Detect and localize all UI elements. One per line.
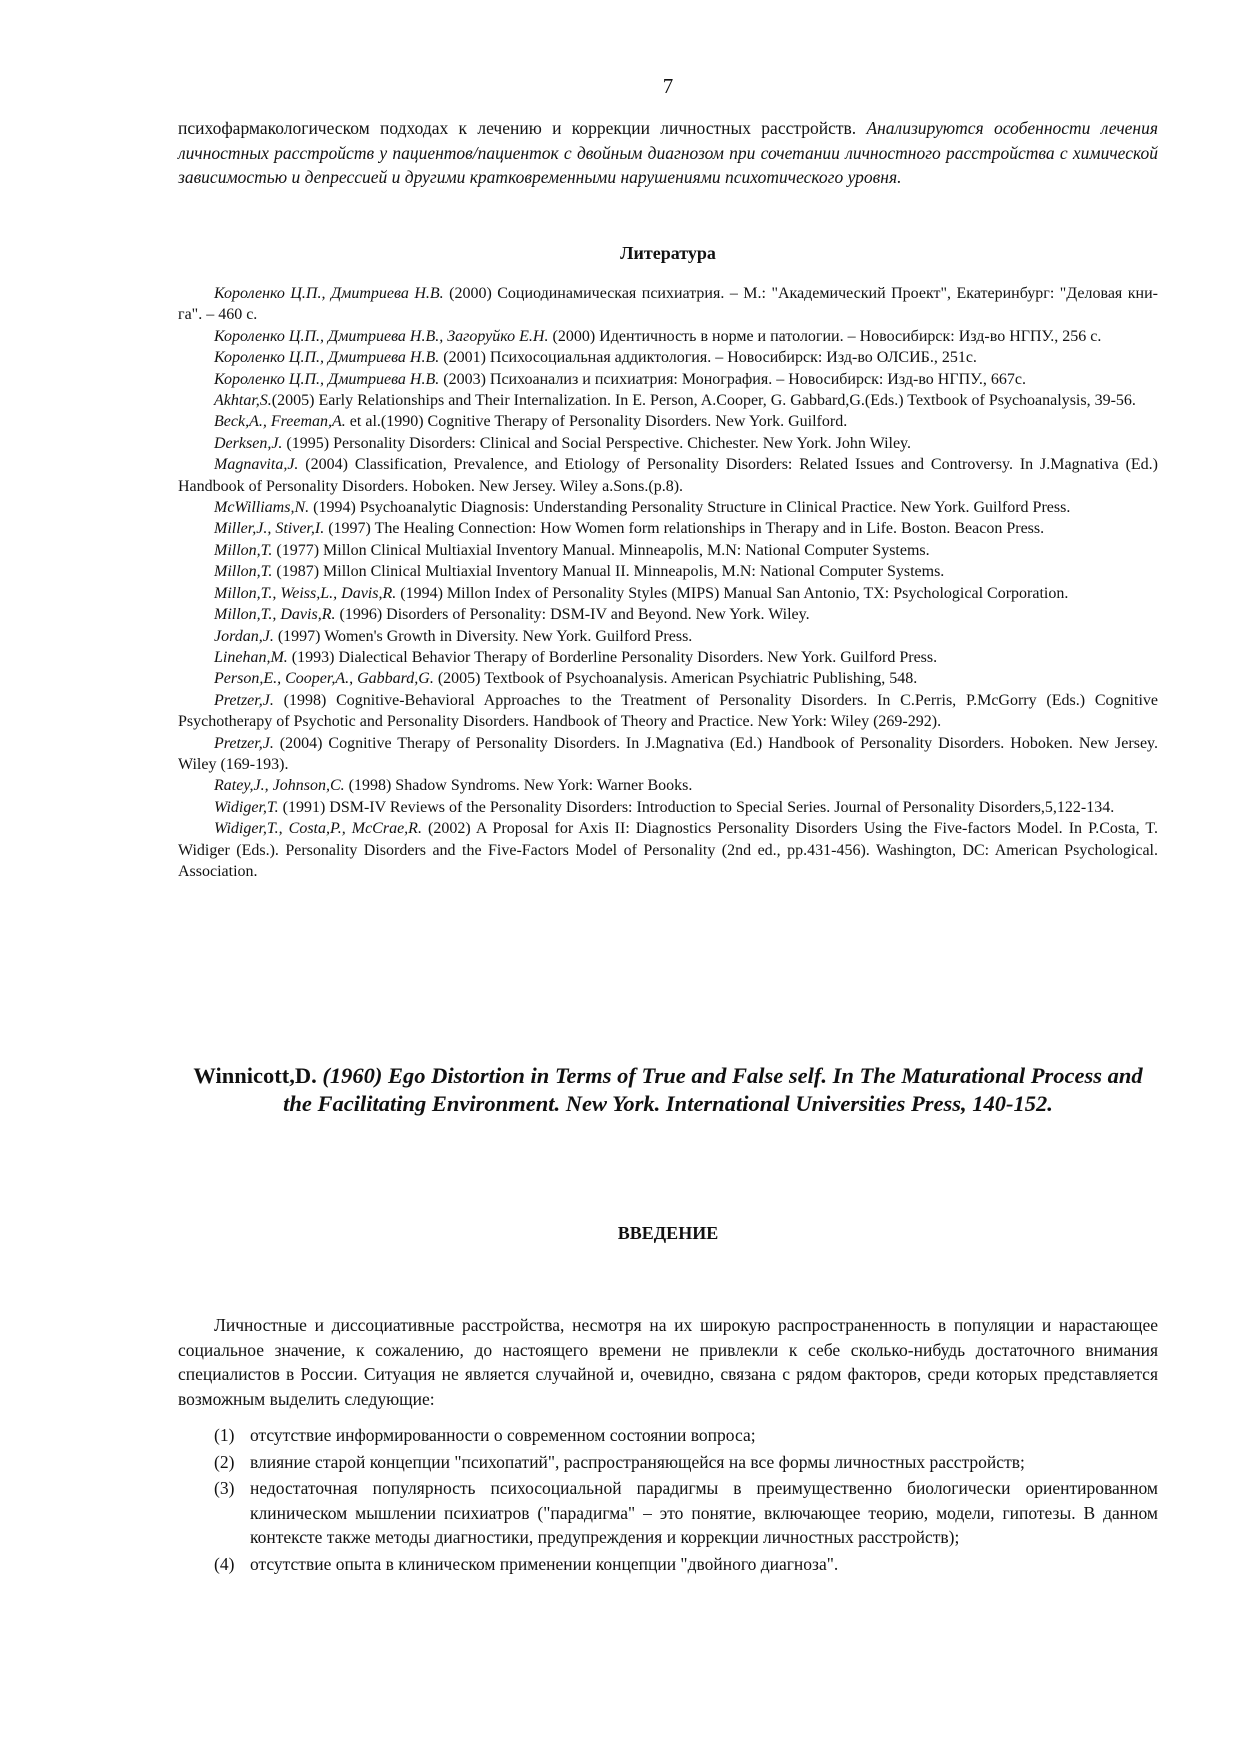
list-item — [214, 1423, 1158, 1448]
reference-text: (1996) Disorders of Personality: DSM-IV and Beyond. New York. Wiley. — [335, 606, 810, 624]
reference-authors: Magnavita,J. — [214, 456, 299, 474]
reference-text: (1997) Women's Growth in Diversity. New York. Guilford Press. — [273, 627, 693, 645]
list-text: недостаточная популярность психосоциальной парадигмы в преимущественно биологически ориентированном клиническом мышлении психиатров ("парадигма" – это понятие, включающее теорию, модели, гипотезы. В данном контексте также методы диагностики, предупреждения и коррекции личностных расстройств); — [250, 1478, 1158, 1547]
reference-authors: Akhtar,S. — [214, 392, 272, 410]
list-number: (4) — [214, 1553, 235, 1574]
reference-authors: Person,E., Cooper,A., Gabbard,G. — [214, 670, 434, 688]
reference-text: (2001) Психосоциальная аддиктология. – Новосибирск: Изд-во ОЛСИБ., 251с. — [439, 349, 977, 367]
reference-authors: Pretzer,J. — [214, 734, 274, 752]
list-text: отсутствие опыта в клиническом применении концепции "двойного диагноза". — [250, 1553, 839, 1574]
reference-text: (1998) Cognitive-Behavioral Approaches to the Treatment of Personality Disorders. In C.Perris, P.McGorry (Eds.) Cognitive Psychotherapy of Psychotic and Personality Disorders. Handbook of Theory and Practice. New York: Wiley (269-292). — [178, 691, 1158, 731]
reference-authors: Millon,T., Davis,R. — [214, 606, 336, 624]
reference-authors: Короленко Ц.П., Дмитриева Н.В., Загоруйко Е.Н. — [214, 327, 549, 345]
reference-item — [178, 411, 1158, 432]
reference-item — [178, 540, 1158, 561]
reference-item — [178, 518, 1158, 539]
winnicott-title: (1960) Ego Distortion in Terms of True and False self. In The Maturational Process and the Facilitating Environment. New York. International Universities Press, 140-152. — [283, 1063, 1143, 1116]
reference-item — [178, 626, 1158, 647]
reference-item — [178, 647, 1158, 668]
introduction-paragraph: Личностные и диссоциативные расстройства, несмотря на их широкую распространенность в популяции и нарастающее социальное значение, к сожалению, до настоящего времени не привлекли к себе сколько-нибудь достаточного внимания специалистов в России. Ситуация не является случайной и, очевидно, связана с рядом факторов, среди которых представляется возможным выделить следующие: — [178, 1315, 1158, 1409]
reference-text: (1994) Psychoanalytic Diagnosis: Understanding Personality Structure in Clinical Practice. New York. Guilford Press. — [309, 499, 1071, 517]
reference-item — [178, 497, 1158, 518]
reference-authors: Linehan,M. — [214, 648, 288, 666]
list-text: влияние старой концепции "психопатий", распространяющейся на все формы личностных расстройств; — [250, 1451, 1025, 1472]
reference-item — [178, 818, 1158, 882]
reference-authors: Pretzer,J. — [214, 691, 274, 709]
reference-text: (1977) Millon Clinical Multiaxial Inventory Manual. Minneapolis, M.N: National Computer Systems. — [272, 541, 930, 559]
reference-text: (1997) The Healing Connection: How Women form relationships in Therapy and in Life. Boston. Beacon Press. — [324, 520, 1045, 538]
reference-authors: Miller,J., Stiver,I. — [214, 520, 325, 538]
list-item — [214, 1450, 1158, 1475]
reference-text: (2004) Cognitive Therapy of Personality Disorders. In J.Magnativa (Ed.) Handbook of Personality Disorders. Hoboken. New Jersey. Wiley (169-193). — [178, 734, 1158, 773]
literature-heading: Литература — [620, 243, 716, 263]
reference-authors: Короленко Ц.П., Дмитриева Н.В. — [214, 349, 440, 367]
reference-item — [178, 283, 1158, 326]
reference-item — [178, 433, 1158, 454]
reference-text: (2002) A Proposal for Axis II: Diagnostics Personality Disorders Using the Five-factors Model. In P.Costa, T. Widiger (Eds.). Personality Disorders and the Five-Factors Model of Personality (2nd ed., pp.431-456). Washington, DC: American Psychological. Association. — [178, 820, 1159, 880]
reference-authors: Millon,T., Weiss,L., Davis,R. — [214, 584, 397, 602]
list-item — [214, 1552, 1158, 1577]
reference-item — [178, 347, 1158, 368]
reference-authors: Millon,T. — [214, 541, 273, 559]
list-item — [214, 1476, 1158, 1550]
reference-text: (1994) Millon Index of Personality Styles (MIPS) Manual San Antonio, TX: Psychological Corporation. — [396, 584, 1069, 602]
reference-text: (2004) Classification, Prevalence, and Etiology of Personality Disorders: Related Issues and Controversy. In J.Magnativa (Ed.) Handbook of Personality Disorders. Hoboken. New Jersey. Wiley a.Sons.(p.8). — [178, 456, 1158, 495]
intro-paragraph — [178, 116, 1158, 190]
reference-text: et al.(1990) Cognitive Therapy of Personality Disorders. New York. Guilford. — [345, 413, 848, 431]
reference-item — [178, 668, 1158, 689]
reference-authors: Короленко Ц.П., Дмитриева Н.В. — [214, 370, 440, 388]
reference-item — [178, 797, 1158, 818]
list-number: (3) — [214, 1478, 235, 1498]
reference-text: (1993) Dialectical Behavior Therapy of Borderline Personality Disorders. New York. Guilford Press. — [287, 648, 938, 666]
reference-authors: Короленко Ц.П., Дмитриева Н.В. — [214, 285, 444, 302]
reference-text: (2005) Early Relationships and Their Internalization. In E. Person, A.Cooper, G. Gabbard,G.(Eds.) Textbook of Psychoanalysis, 39-56. — [271, 392, 1136, 410]
reference-text: (1987) Millon Clinical Multiaxial Inventory Manual II. Minneapolis, M.N: National Computer Systems. — [272, 563, 945, 581]
reference-text: (2005) Textbook of Psychoanalysis. American Psychiatric Publishing, 548. — [433, 670, 918, 688]
list-text: отсутствие информированности о современном состоянии вопроса; — [250, 1425, 756, 1445]
reference-item — [178, 390, 1158, 411]
page-number: 7 — [662, 74, 674, 98]
reference-authors: Millon,T. — [214, 563, 273, 581]
intro-italic-text: Анализируются особенности лечения личностных расстройств у пациентов/пациенток с двойным диагнозом при сочетании личностного расстройства с химической зависимостью и депрессией и другими кратковременными нарушениями психотического уровня. — [178, 118, 1158, 187]
list-number: (1) — [214, 1425, 235, 1445]
reference-text: (2000) Идентичность в норме и патологии. – Новосибирск: Изд-во НГПУ., 256 с. — [548, 327, 1102, 345]
reference-authors: Widiger,T., Costa,P., McCrae,R. — [214, 820, 422, 838]
introduction-body — [178, 1313, 1158, 1578]
introduction-heading: ВВЕДЕНИЕ — [617, 1223, 719, 1243]
reference-item — [178, 775, 1158, 796]
reference-item — [178, 583, 1158, 604]
reference-item — [178, 369, 1158, 390]
reference-item — [178, 326, 1158, 347]
reference-text: (1991) DSM-IV Reviews of the Personality Disorders: Introduction to Special Series. Journal of Personality Disorders,5,122-134. — [278, 798, 1115, 816]
intro-plain-text: психофармакологическом подходах к лечению и коррекции личностных расстройств. — [178, 118, 867, 138]
reference-authors: Jordan,J. — [214, 627, 274, 645]
reference-authors: Widiger,T. — [214, 798, 279, 816]
reference-item — [178, 454, 1158, 497]
reference-item — [178, 604, 1158, 625]
list-number: (2) — [214, 1451, 235, 1472]
reference-authors: Beck,A., Freeman,A. — [214, 413, 346, 431]
reference-authors: Derksen,J. — [214, 434, 283, 452]
reference-authors: Ratey,J., Johnson,C. — [214, 777, 345, 795]
reference-list — [178, 283, 1158, 882]
reference-text: (1995) Personality Disorders: Clinical and Social Perspective. Chichester. New York. John Wiley. — [282, 434, 912, 452]
winnicott-reference — [178, 1062, 1158, 1118]
winnicott-author: Winnicott,D. — [193, 1063, 317, 1088]
reference-text: (2003) Психоанализ и психиатрия: Монография. – Новосибирск: Изд-во НГПУ., 667с. — [439, 370, 1026, 388]
reference-item — [178, 561, 1158, 582]
reference-item — [178, 690, 1158, 733]
reference-text: (2000) Социодинамическая психиатрия. – М.: "Академический Проект", Екатеринбург: "Деловая кни-га". – 460 с. — [178, 285, 1158, 324]
reference-authors: McWilliams,N. — [214, 499, 310, 517]
reference-text: (1998) Shadow Syndroms. New York: Warner Books. — [344, 777, 693, 795]
factor-list — [214, 1423, 1158, 1576]
reference-item — [178, 733, 1158, 776]
